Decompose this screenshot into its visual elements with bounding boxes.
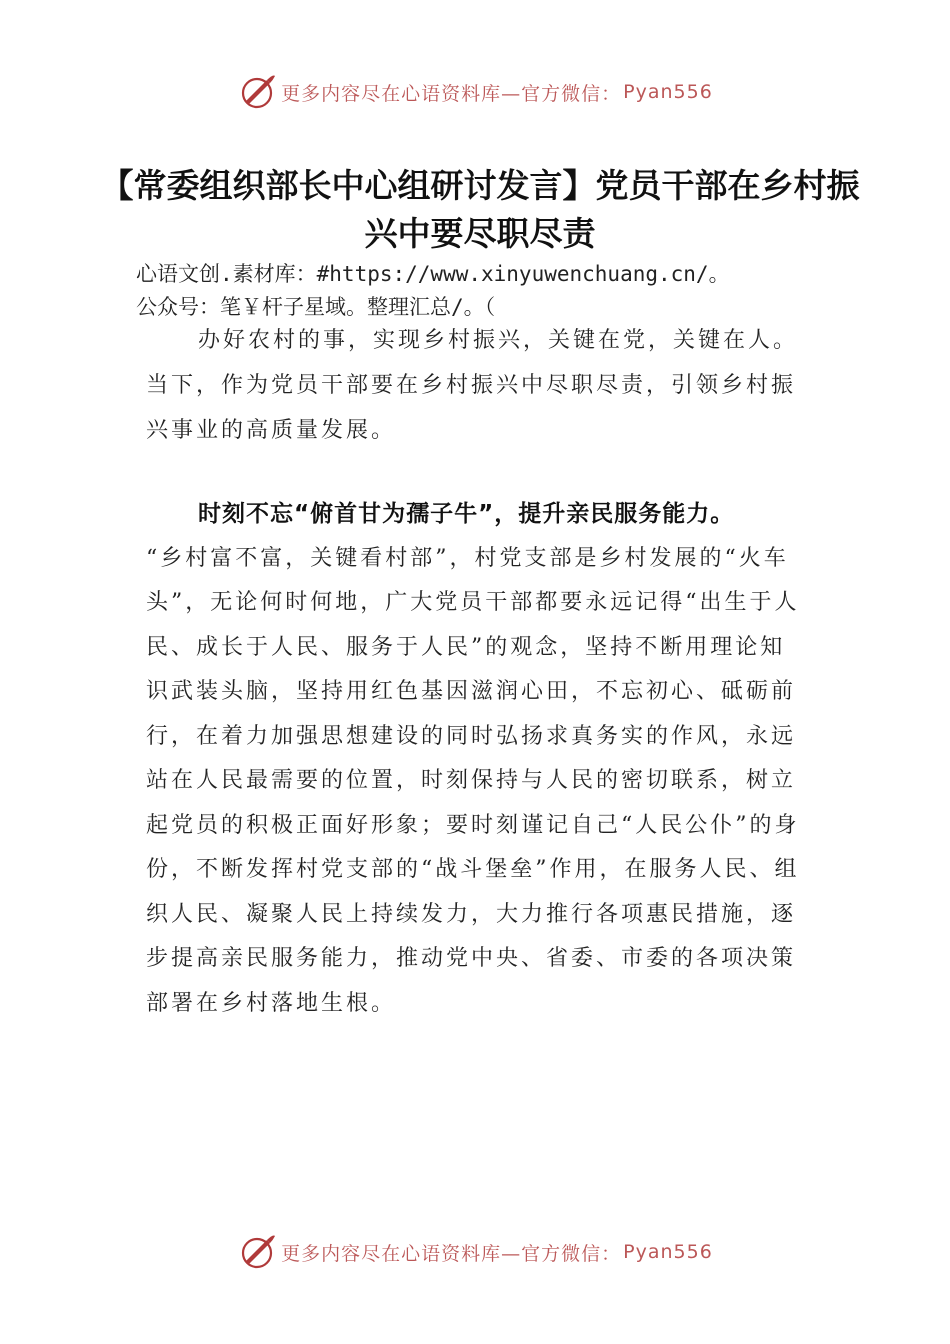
- section-text: “乡村富不富，关键看村部”，村党支部是乡村发展的“火车头”，无论何时何地，广大党员干部都要永远记得“出生于人民、成长于人民、服务于人民”的观念，坚持不断用理论知识武装头脑，坚持用红色基因滋润心田，不忘初心、砥砺前行，在着力加强思想建设的同时弘扬求真务实的作风，永远站在人民最需要的位置，时刻保持与人民的密切联系，树立起党员的积极正面好形象；要时刻谨记自己“人民公仆”的身份，不断发挥村党支部的“战斗堡垒”作用，在服务人民、组织人民、凝聚人民上持续发力，大力推行各项惠民措施，逐步提高亲民服务能力，推动党中央、省委、市委的各项决策部署在乡村落地生根。: [146, 545, 800, 1016]
- wechat-id: Pyan556: [623, 81, 713, 103]
- footer-watermark: [0, 1232, 950, 1272]
- source-line: 公众号：笔￥杆子星域。整理汇总/。（: [136, 295, 496, 319]
- quill-logo-icon: [237, 72, 277, 112]
- watermark-text: 更多内容尽在心语资料库—官方微信：: [281, 1242, 622, 1265]
- source-info: [136, 258, 836, 324]
- wechat-id: Pyan556: [623, 1241, 713, 1263]
- section-heading: 时刻不忘“俯首甘为孺子牛”，提升亲民服务能力。: [198, 501, 735, 527]
- watermark-text: 更多内容尽在心语资料库—官方微信：: [281, 82, 622, 105]
- document-title: 【常委组织部长中心组研讨发言】党员干部在乡村振兴中要尽职尽责: [100, 166, 860, 253]
- source-line: 心语文创.素材库：#https://www.xinyuwenchuang.cn/。: [136, 262, 730, 286]
- quill-logo-icon: [237, 1232, 277, 1272]
- intro-paragraph: 办好农村的事，实现乡村振兴，关键在党，关键在人。当下，作为党员干部要在乡村振兴中尽职尽责，引领乡村振兴事业的高质量发展。: [146, 328, 799, 443]
- header-watermark: [0, 72, 950, 112]
- section-paragraph: [146, 492, 806, 1026]
